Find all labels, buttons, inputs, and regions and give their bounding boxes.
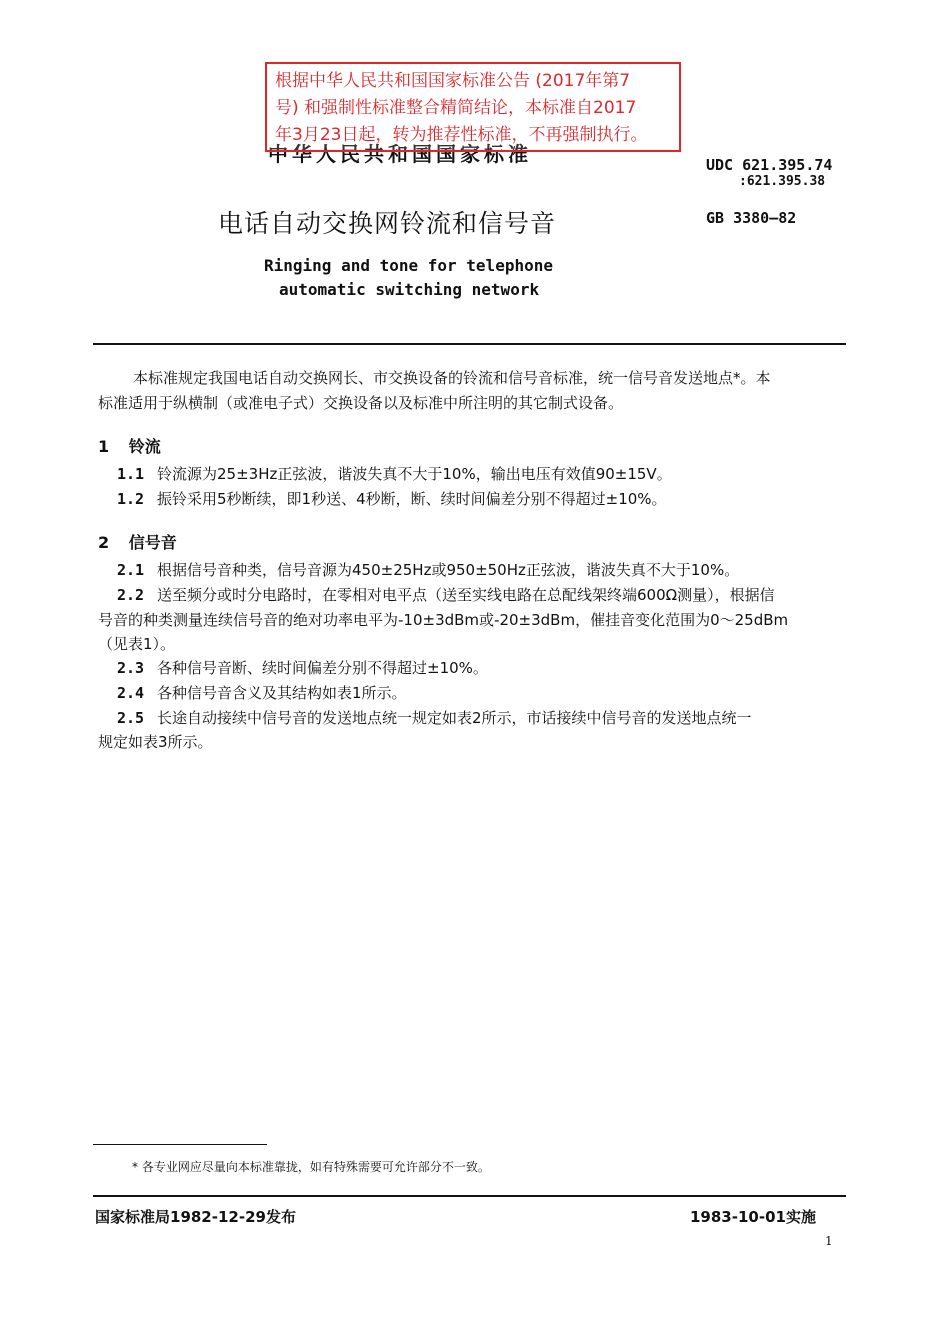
item-number: 2.5 [117,709,145,727]
item-continuation: 规定如表3所示。 [98,733,213,751]
issue-date: 国家标准局1982-12-29发布 [95,1208,296,1226]
section-2-title: 信号音 [128,533,177,552]
intro-line-2: 标准适用于纵横制（或准电子式）交换设备以及标准中所注明的其它制式设备。 [98,394,624,412]
standard-code: GB 3380—82 [706,209,797,227]
notice-line-1: 根据中华人民共和国国家标准公告 (2017年第7 [275,71,631,91]
item-text: 各种信号音断、续时间偏差分别不得超过±10%。 [157,659,488,677]
item-text: 铃流源为25±3Hz正弦波，谐波失真不大于10%，输出电压有效值90±15V。 [157,465,672,483]
section-1-title: 铃流 [128,437,161,456]
notice-line-3: 年3月23日起，转为推荐性标准，不再强制执行。 [275,125,648,145]
footnote-divider [93,1144,267,1145]
header-divider [93,343,846,345]
section-2-number: 2 [98,533,110,552]
section-2-heading [98,530,177,553]
item-text: 根据信号音种类，信号音源为450±25Hz或950±50Hz正弦波，谐波失真不大于10%。 [157,561,740,579]
item-text: 各种信号音含义及其结构如表1所示。 [157,684,407,702]
english-title-line-1: Ringing and tone for telephone [264,256,553,275]
list-item [117,558,739,582]
status-notice-box [265,62,681,152]
country-standard-heading: 中华人民共和国国家标准 [268,142,532,166]
list-item [117,583,775,607]
item-number: 1.2 [117,490,145,508]
list-item [117,487,667,511]
notice-line-2: 号) 和强制性标准整合精简结论，本标准自2017 [275,98,637,118]
english-title-line-2: automatic switching network [279,280,540,299]
section-1-heading [98,434,161,457]
footnote: * 各专业网应尽量向本标准靠拢，如有特殊需要可允许部分不一致。 [132,1160,490,1174]
udc-code-2: :621.395.38 [739,174,826,189]
footer-divider [93,1195,846,1197]
section-1-number: 1 [98,437,110,456]
item-text: 长途自动接续中信号音的发送地点统一规定如表2所示，市话接续中信号音的发送地点统一 [157,709,752,727]
item-number: 2.4 [117,684,145,702]
page-title: 电话自动交换网铃流和信号音 [218,209,557,238]
item-text: 振铃采用5秒断续，即1秒送、4秒断，断、续时间偏差分别不得超过±10%。 [157,490,667,508]
udc-code-1: UDC 621.395.74 [706,156,833,174]
list-item [117,656,488,680]
item-number: 1.1 [117,465,145,483]
list-item [117,706,752,730]
item-number: 2.1 [117,561,145,579]
effective-date: 1983-10-01实施 [690,1208,816,1226]
list-item [117,681,407,705]
item-continuation: （见表1）。 [98,635,176,653]
item-text: 送至频分或时分电路时，在零相对电平点（送至实线电路在总配线架终端600Ω测量），根据信 [157,586,775,604]
item-continuation: 号音的种类测量连续信号音的绝对功率电平为-10±3dBm或-20±3dBm，催挂音变化范围为0～25dBm [98,611,789,629]
intro-line-1: 本标准规定我国电话自动交换网长、市交换设备的铃流和信号音标准，统一信号音发送地点*。本 [133,369,771,387]
item-number: 2.3 [117,659,145,677]
list-item [117,462,672,486]
item-number: 2.2 [117,586,145,604]
page-number: 1 [825,1234,833,1248]
